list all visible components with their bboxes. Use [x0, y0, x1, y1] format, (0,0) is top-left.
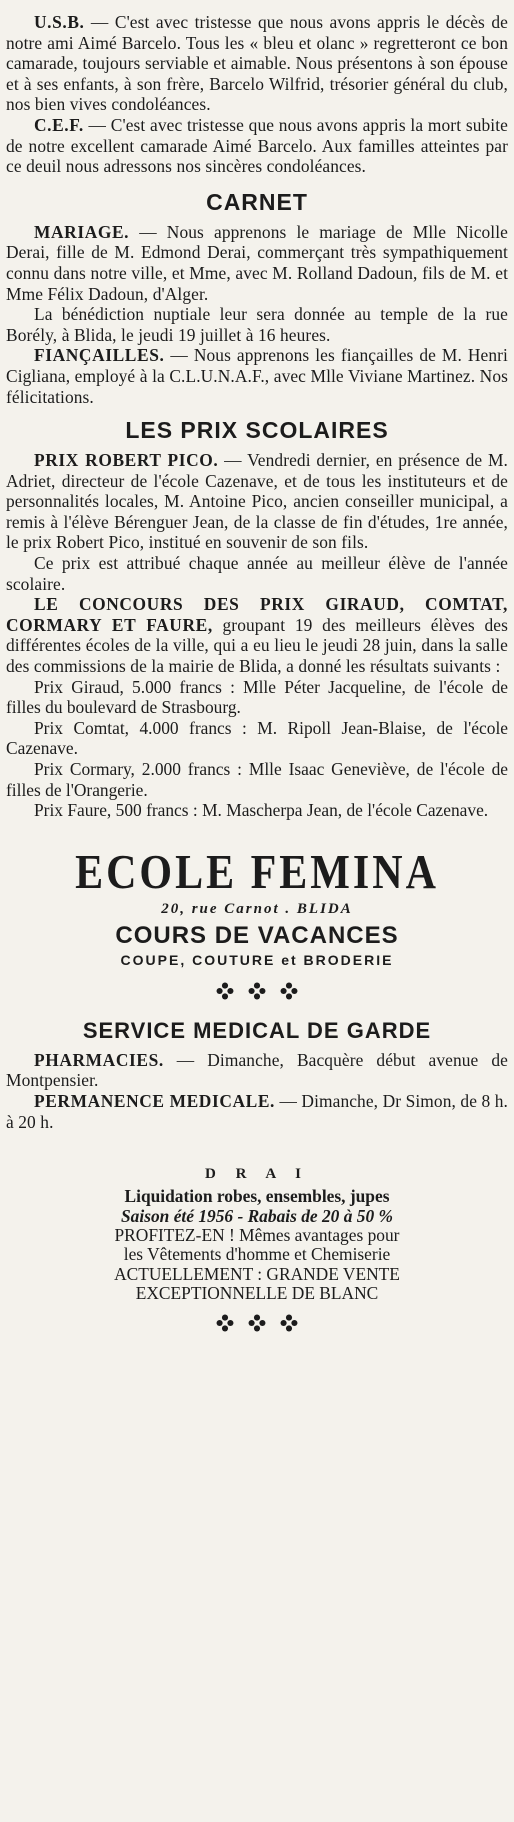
article-text: — Nous apprenons les fiançailles de M. Henri Cigliana, employé à la C.L.U.N.A.F., avec Mlle Viviane Martinez. Nos félicitations.: [6, 345, 508, 407]
fleuron-icon: [248, 1314, 266, 1332]
ornament-divider: [6, 982, 508, 1000]
article-pharmacies: [6, 1050, 508, 1091]
prize-result: Prix Comtat, 4.000 francs : M. Ripoll Jean-Blaise, de l'école Cazenave.: [6, 717, 508, 759]
advert-line: ACTUELLEMENT : GRANDE VENTE: [114, 1263, 400, 1284]
prize-result: Prix Faure, 500 francs : M. Mascherpa Jean, de l'école Cazenave.: [34, 800, 489, 821]
article-text: — Nous apprenons le mariage de Mlle Nicolle Derai, fille de M. Edmond Derai, commerçant très sympathiquement connu dans notre ville, et Mme, avec M. Rolland Dadoun, fils de M. et Mme Félix Dadoun, d'Alger.: [6, 221, 508, 304]
article-lead: MARIAGE.: [34, 221, 130, 242]
article-text: — C'est avec tristesse que nous avons appris le décès de notre ami Aimé Barcelo. Tous les « bleu et olanc » regretteront ce bon camarade, toujours serviable et aimable. Nous présentons à son épouse et à ses enfants, à son frère, Barcelo Wilfrid, trésorier général du club, nos bien vives condoléances.: [6, 12, 508, 115]
article-text: — C'est avec tristesse que nous avons appris la mort subite de notre excellent camarade Aimé Barcelo. Aux familles atteintes par ce deuil nous adressons nos sincères condoléances.: [6, 114, 508, 177]
article-concours: [6, 594, 508, 676]
fleuron-icon: [248, 982, 266, 1000]
advert-address: 20, rue Carnot . BLIDA: [161, 900, 353, 917]
article-permanence: [6, 1091, 508, 1132]
advert-ecole-femina: [6, 846, 508, 968]
article-lead: FIANÇAILLES.: [34, 345, 165, 366]
article-lead: PERMANENCE MEDICALE.: [34, 1090, 275, 1111]
advert-line: Saison été 1956 - Rabais de 20 à 50 %: [121, 1205, 393, 1226]
article-cef: [6, 115, 508, 177]
advert-subtitle: COURS DE VACANCES: [115, 921, 399, 949]
fleuron-icon: [280, 1314, 298, 1332]
article-text: — Dimanche, Dr Simon, de 8 h. à 20 h.: [6, 1090, 508, 1132]
article-lead: LE CONCOURS DES PRIX GIRAUD, COMTAT, CORMARY ET FAURE,: [6, 594, 508, 635]
advert-line: COUPE, COUTURE et BRODERIE: [120, 951, 394, 968]
advert-drai: [6, 1166, 508, 1303]
article-usb: [6, 12, 508, 115]
article-text: groupant 19 des meilleurs élèves des différentes écoles de la ville, qui a eu lieu le jeudi 28 juin, dans la salle des commissions de la mairie de Blida, a donné les résultats suivants :: [6, 614, 508, 677]
fleuron-icon: [216, 982, 234, 1000]
article-prix-pico: [6, 450, 508, 553]
fleuron-icon: [216, 1314, 234, 1332]
article-lead: PHARMACIES.: [34, 1049, 164, 1070]
advert-title: ECOLE FEMINA: [75, 846, 439, 900]
fleuron-icon: [280, 982, 298, 1000]
ornament-divider: [6, 1314, 508, 1332]
article-pico-note: Ce prix est attribué chaque année au meilleur élève de l'année scolaire.: [6, 553, 508, 594]
article-lead: PRIX ROBERT PICO.: [34, 450, 219, 471]
article-fiancailles: [6, 345, 508, 407]
advert-line: EXCEPTIONNELLE DE BLANC: [135, 1283, 379, 1304]
article-benediction: La bénédiction nuptiale leur sera donnée au temple de la rue Borély, à Blida, le jeudi 19 juillet à 16 heures.: [6, 304, 508, 345]
article-mariage: [6, 222, 508, 304]
advert-line: PROFITEZ-EN ! Mêmes avantages pour: [114, 1224, 400, 1245]
section-heading-prix: LES PRIX SCOLAIRES: [125, 417, 389, 444]
section-heading-carnet: CARNET: [206, 188, 308, 215]
article-text: — Dimanche, Bacquère début avenue de Montpensier.: [6, 1049, 508, 1091]
advert-line: les Vêtements d'homme et Chemiserie: [123, 1244, 391, 1265]
prize-result: Prix Giraud, 5.000 francs : Mlle Péter Jacqueline, de l'école de filles du boulevard de Strasbourg.: [6, 676, 508, 718]
article-lead: U.S.B.: [34, 12, 85, 32]
article-text: — Vendredi dernier, en présence de M. Adriet, directeur de l'école Cazenave, et de tous les instituteurs et de personnalités locales, M. Antoine Pico, ancien conseiller municipal, a remis à l'élève Bérenguer Jean, de la classe de fin d'études, 1re année, le prix Robert Pico, institué en souvenir de son fils.: [6, 450, 508, 553]
section-heading-service: SERVICE MEDICAL DE GARDE: [82, 1017, 432, 1043]
advert-title: D R A I: [205, 1166, 309, 1183]
article-lead: C.E.F.: [34, 114, 84, 135]
advert-line: Liquidation robes, ensembles, jupes: [124, 1186, 390, 1207]
prize-result: Prix Cormary, 2.000 francs : Mlle Isaac Geneviève, de l'école de filles de l'Orangerie.: [6, 759, 508, 800]
